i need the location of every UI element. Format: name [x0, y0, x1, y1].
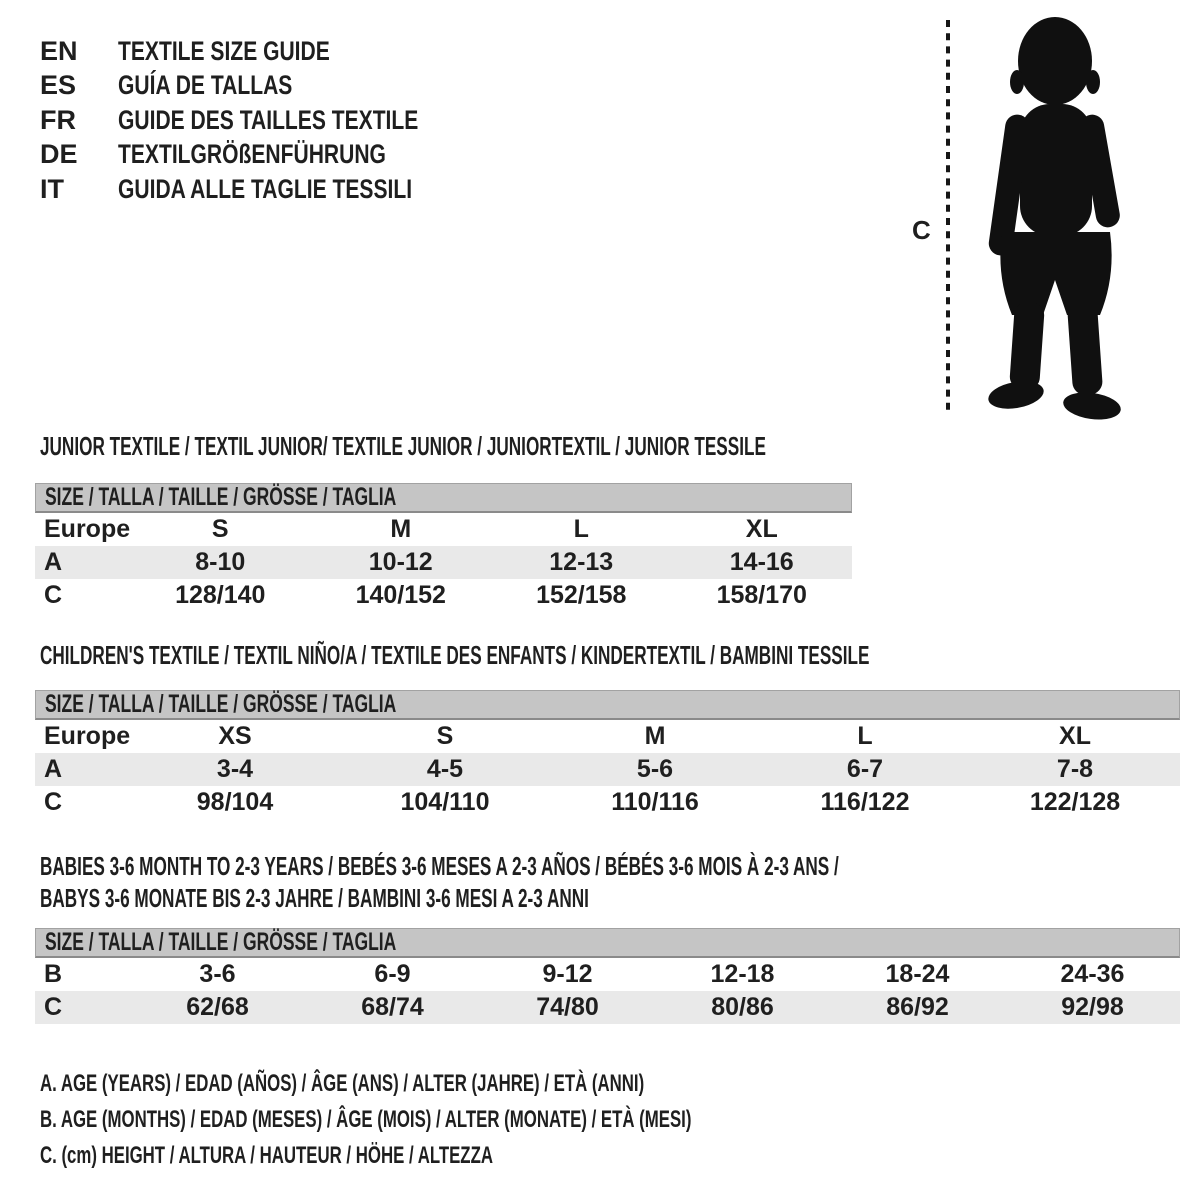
- size-figure: [940, 14, 1150, 420]
- table-cell: 12-13: [549, 548, 614, 576]
- table-cell: L: [573, 515, 589, 543]
- table-cell: 110/116: [611, 788, 699, 816]
- table-row-europe: [35, 513, 852, 546]
- language-code: IT: [40, 173, 64, 204]
- legend-line-a: A. AGE (YEARS) / EDAD (AÑOS) / ÂGE (ANS) / ALTER (JAHRE) / ETÀ (ANNI): [40, 1070, 645, 1097]
- language-label: GUIDA ALLE TAGLIE TESSILI: [118, 173, 413, 204]
- table-cell: 4-5: [426, 755, 464, 783]
- table-row-height: [35, 991, 1180, 1024]
- table-cell: 98/104: [196, 788, 274, 816]
- table-cell: S: [436, 722, 454, 750]
- size-header-label: SIZE / TALLA / TAILLE / GRÖSSE / TAGLIA: [45, 690, 397, 718]
- table-row-height: [35, 786, 1180, 819]
- table-cell: 6-9: [374, 960, 411, 988]
- row-label: C: [44, 581, 63, 609]
- row-label: C: [44, 993, 63, 1021]
- size-header-label: SIZE / TALLA / TAILLE / GRÖSSE / TAGLIA: [45, 483, 397, 511]
- toddler-silhouette: [986, 17, 1122, 420]
- table-row-europe: [35, 720, 1180, 753]
- language-code: ES: [40, 70, 77, 101]
- table-cell: L: [857, 722, 873, 750]
- legend-line-c: C. (cm) HEIGHT / ALTURA / HAUTEUR / HÖHE / ALTEZZA: [40, 1142, 493, 1169]
- table-cell: 152/158: [536, 581, 627, 609]
- language-row-en: [40, 34, 503, 69]
- language-label: GUIDE DES TAILLES TEXTILE: [118, 104, 419, 135]
- babies-section-title-line1: BABIES 3-6 MONTH TO 2-3 YEARS / BEBÉS 3-6 MESES A 2-3 AÑOS / BÉBÉS 3-6 MOIS À 2-3 ANS /: [40, 851, 839, 881]
- table-cell: XL: [1059, 722, 1091, 750]
- size-header-label: SIZE / TALLA / TAILLE / GRÖSSE / TAGLIA: [45, 928, 397, 956]
- table-cell: XL: [745, 515, 778, 543]
- language-label: TEXTILGRÖßENFÜHRUNG: [118, 139, 386, 170]
- table-cell: 7-8: [1056, 755, 1094, 783]
- table-cell: 74/80: [536, 993, 599, 1021]
- table-cell: XS: [218, 722, 252, 750]
- size-header-bar: [35, 483, 852, 513]
- babies-size-table: [35, 928, 1180, 1024]
- table-cell: 158/170: [716, 581, 807, 609]
- table-cell: 12-18: [710, 960, 775, 988]
- babies-section-title-line2: BABYS 3-6 MONATE BIS 2-3 JAHRE / BAMBINI 3-6 MESI A 2-3 ANNI: [40, 883, 589, 913]
- size-header-bar: [35, 690, 1180, 720]
- children-size-table: [35, 690, 1180, 819]
- language-row-it: [40, 172, 503, 207]
- table-cell: 122/128: [1029, 788, 1121, 816]
- table-cell: 18-24: [885, 960, 950, 988]
- size-header-bar: [35, 928, 1180, 958]
- table-cell: M: [390, 515, 412, 543]
- table-cell: 9-12: [542, 960, 593, 988]
- table-cell: S: [211, 515, 229, 543]
- table-cell: 140/152: [355, 581, 446, 609]
- legend-line-b: B. AGE (MONTHS) / EDAD (MESES) / ÂGE (MOIS) / ALTER (MONATE) / ETÀ (MESI): [40, 1106, 692, 1133]
- row-label: A: [44, 548, 63, 576]
- language-code: DE: [40, 139, 78, 170]
- language-code: EN: [40, 35, 78, 66]
- table-cell: 6-7: [846, 755, 884, 783]
- table-cell: 5-6: [636, 755, 674, 783]
- table-cell: 92/98: [1061, 993, 1124, 1021]
- row-label: Europe: [44, 515, 131, 543]
- table-cell: 10-12: [368, 548, 433, 576]
- row-label: Europe: [44, 722, 131, 750]
- table-cell: 128/140: [175, 581, 266, 609]
- table-cell: 3-6: [199, 960, 236, 988]
- junior-size-table: [35, 483, 852, 612]
- row-label: C: [44, 788, 63, 816]
- language-row-es: [40, 69, 503, 104]
- row-label: A: [44, 755, 63, 783]
- children-section-title: CHILDREN'S TEXTILE / TEXTIL NIÑO/A / TEXTILE DES ENFANTS / KINDERTEXTIL / BAMBINI TESSILE: [40, 640, 870, 670]
- row-label: B: [44, 960, 63, 988]
- legend: [40, 1066, 971, 1174]
- language-label: TEXTILE SIZE GUIDE: [118, 35, 330, 66]
- language-label: GUÍA DE TALLAS: [118, 70, 293, 101]
- table-cell: 116/122: [820, 788, 910, 816]
- table-cell: 3-4: [216, 755, 254, 783]
- table-cell: 80/86: [711, 993, 774, 1021]
- table-cell: 104/110: [400, 788, 490, 816]
- table-cell: 86/92: [886, 993, 949, 1021]
- table-cell: M: [644, 722, 666, 750]
- table-cell: 14-16: [729, 548, 794, 576]
- junior-section-title: JUNIOR TEXTILE / TEXTIL JUNIOR/ TEXTILE JUNIOR / JUNIORTEXTIL / JUNIOR TESSILE: [40, 431, 766, 461]
- language-code: FR: [40, 104, 76, 135]
- table-row-age: [35, 546, 852, 579]
- table-row-age: [35, 753, 1180, 786]
- table-cell: 62/68: [186, 993, 249, 1021]
- table-cell: 24-36: [1060, 960, 1125, 988]
- table-row-height: [35, 579, 852, 612]
- table-cell: 68/74: [361, 993, 424, 1021]
- language-row-de: [40, 138, 503, 173]
- language-list: [40, 34, 503, 207]
- language-row-fr: [40, 103, 503, 138]
- table-row-age-months: [35, 958, 1180, 991]
- table-cell: 8-10: [195, 548, 246, 576]
- height-measure-label: C: [912, 215, 931, 245]
